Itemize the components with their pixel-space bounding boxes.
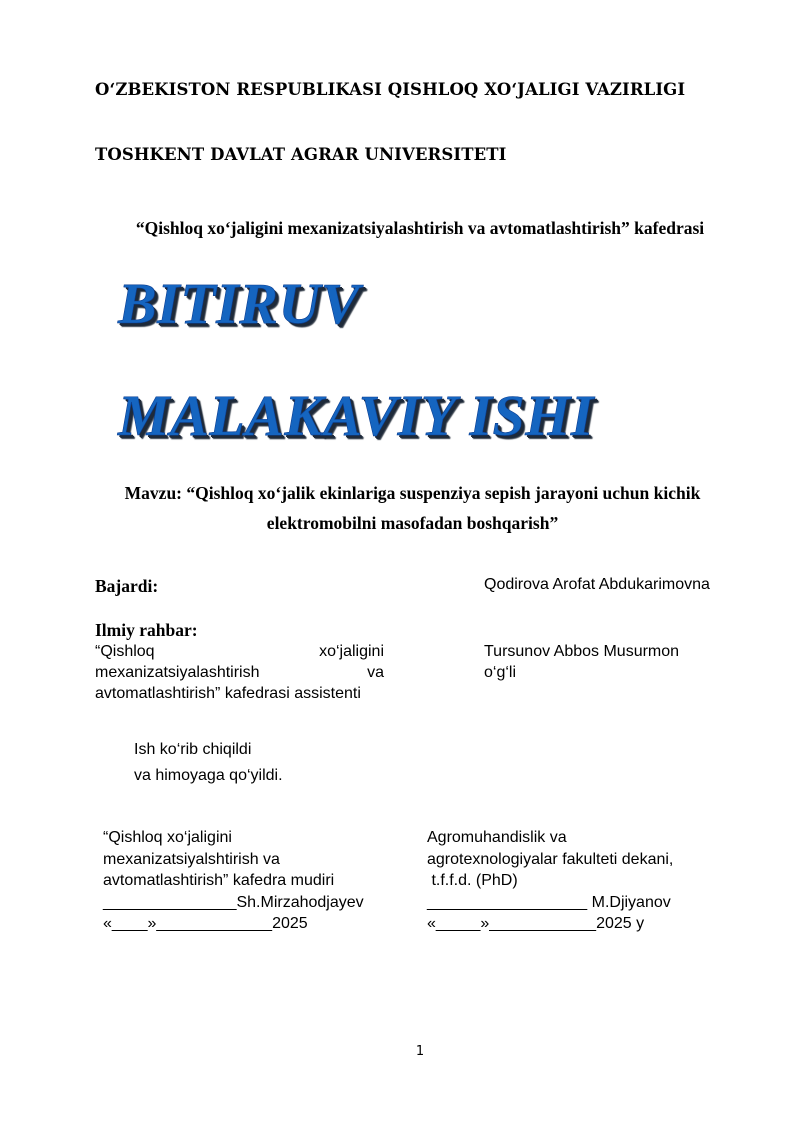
- supervisor-label: Ilmiy rahbar:: [95, 620, 198, 640]
- signature-line: mexanizatsiyalshtirish va: [103, 850, 280, 868]
- thesis-title-line-1: BITIRUV: [118, 271, 361, 336]
- supervisor-name-line: Tursunov Abbos Musurmon: [484, 643, 680, 660]
- supervisor-description: [95, 641, 384, 704]
- supervisor-name-line: o‘g‘li: [484, 664, 517, 681]
- signature-line: t.f.f.d. (PhD): [427, 872, 518, 889]
- signature-line: agrotexnologiyalar fakulteti dekani,: [427, 850, 674, 868]
- ministry-heading: O‘ZBEKISTON RESPUBLIKASI QISHLOQ XO‘JALIGI VAZIRLIGI: [95, 80, 686, 99]
- dean-signature-block: [427, 827, 673, 935]
- signature-line: avtomatlashtirish” kafedra mudiri: [103, 872, 335, 889]
- signature-date-line: «____»_____________2025: [103, 915, 308, 932]
- performer-label: Bajardi:: [95, 576, 159, 596]
- signature-line: __________________ M.Djiyanov: [427, 893, 671, 911]
- department-head-signature-block: [103, 827, 364, 935]
- thesis-topic: Mavzu: “Qishloq xo‘jalik ekinlariga suspenziya sepish jarayoni uchun kichik elektromobilni masofadan boshqarish”: [124, 483, 701, 533]
- department-heading: “Qishloq xo‘jaligini mexanizatsiyalashtirish va avtomatlashtirish” kafedrasi: [135, 218, 705, 238]
- review-note: [134, 737, 283, 789]
- supervisor-description-line: “Qishloq xo‘jaligini: [95, 643, 384, 660]
- supervisor-name: [484, 641, 724, 683]
- thesis-title-line-2: MALAKAVIY ISHI: [118, 383, 594, 448]
- signature-line: _______________Sh.Mirzahodjayev: [103, 893, 364, 911]
- review-note-line-1: Ish ko‘rib chiqildi: [134, 741, 252, 758]
- signature-line: Agromuhandislik va: [427, 829, 567, 846]
- signature-line: “Qishloq xo‘jaligini: [103, 829, 232, 846]
- signature-date-line: «_____»____________2025 y: [427, 915, 645, 932]
- review-note-line-2: va himoyaga qo‘yildi.: [134, 767, 283, 784]
- supervisor-description-line: mexanizatsiyalashtirish va: [95, 664, 384, 681]
- page-number: 1: [415, 1044, 425, 1059]
- supervisor-description-line: avtomatlashtirish” kafedrasi assistenti: [95, 685, 361, 702]
- performer-name: Qodirova Arofat Abdukarimovna: [484, 576, 710, 593]
- university-heading: TOSHKENT DAVLAT AGRAR UNIVERSITETI: [95, 145, 507, 164]
